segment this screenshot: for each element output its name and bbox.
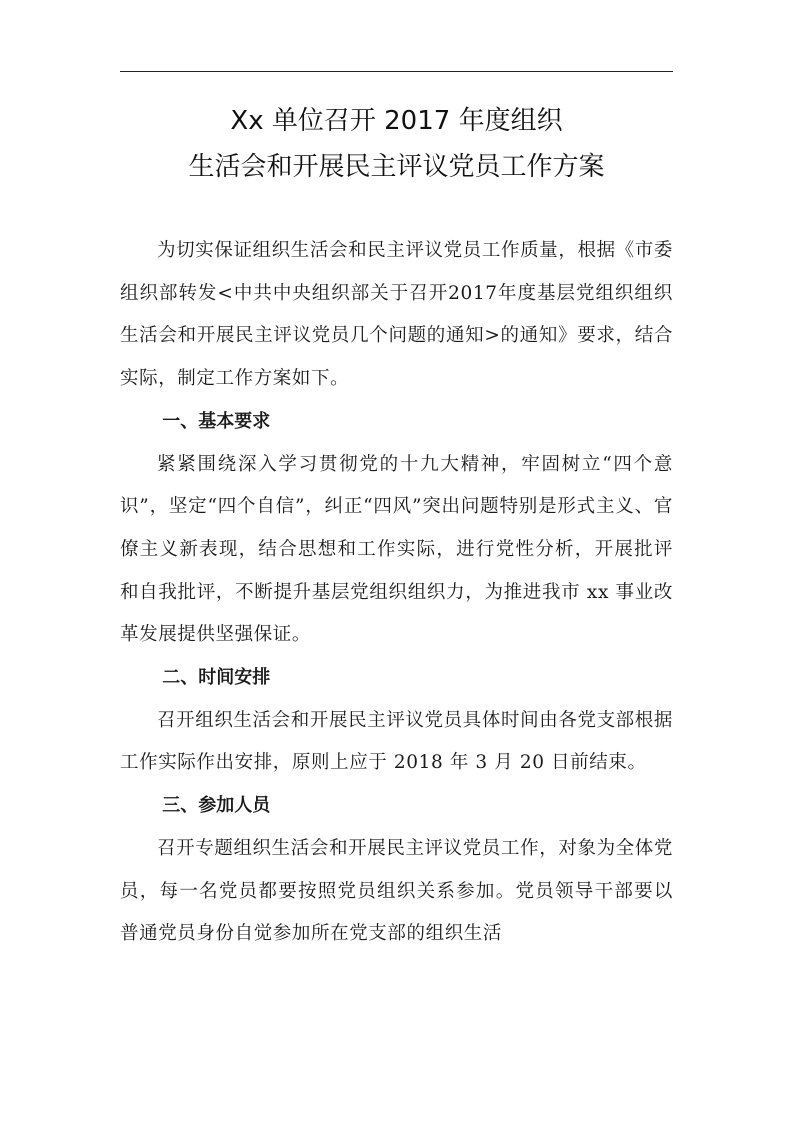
header-rule (120, 71, 673, 72)
section-paragraph-participants: 召开专题组织生活会和开展民主评议党员工作，对象为全体党员，每一名党员都要按照党员组织关系参加。党员领导干部要以普通党员身份自觉参加所在党支部的组织生活 (120, 837, 673, 945)
document-title-line-1: Xx 单位召开 2017 年度组织 (230, 106, 563, 136)
document-body (120, 230, 673, 956)
section-paragraph-schedule: 召开组织生活会和开展民主评议党员具体时间由各党支部根据工作实际作出安排，原则上应于 2018 年 3 月 20 日前结束。 (120, 709, 673, 774)
document-title (120, 98, 673, 190)
intro-paragraph: 为切实保证组织生活会和民主评议党员工作质量，根据《市委组织部转发<中共中央组织部关于召开2017年度基层党组织组织生活会和开展民主评议党员几个问题的通知>的通知》要求，结合实际，制定工作方案如下。 (120, 240, 673, 390)
section-paragraph-basic-requirements: 紧紧围绕深入学习贯彻党的十九大精神，牢固树立“四个意识”，坚定“四个自信”，纠正“四风”突出问题特别是形式主义、官僚主义新表现，结合思想和工作实际，进行党性分析，开展批评和自我批评，不断提升基层党组织组织力，为推进我市 xx 事业改革发展提供坚强保证。 (120, 453, 673, 646)
section-heading-schedule: 二、时间安排 (162, 667, 271, 689)
section-heading-participants: 三、参加人员 (162, 795, 271, 817)
section-heading-basic-requirements: 一、基本要求 (162, 410, 271, 432)
document-title-line-2: 生活会和开展民主评议党员工作方案 (188, 152, 605, 182)
